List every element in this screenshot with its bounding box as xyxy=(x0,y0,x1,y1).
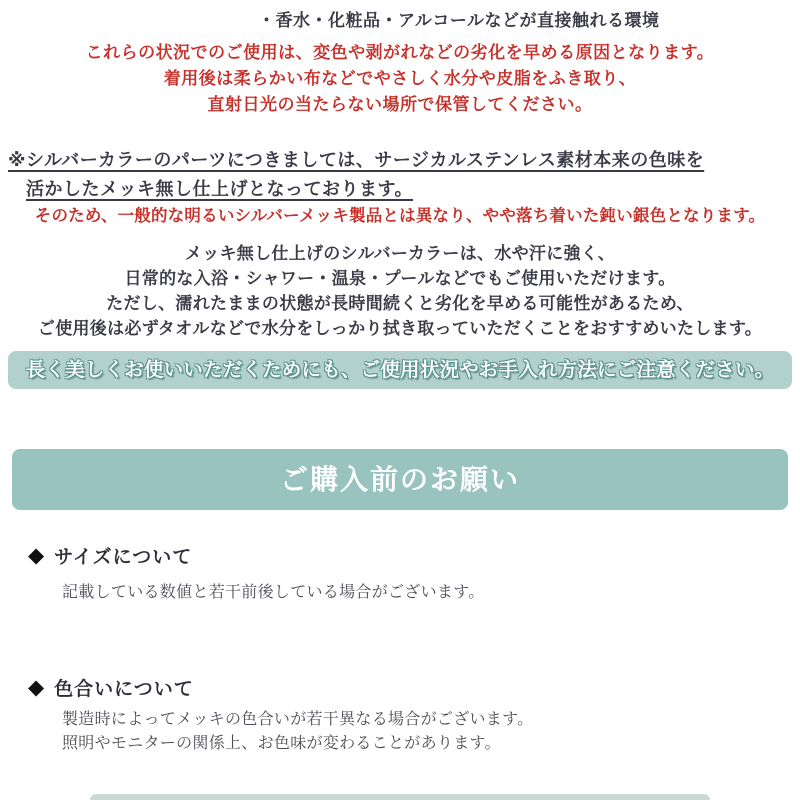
size-section-body xyxy=(62,581,485,605)
care-highlight-band: 長く美しくお使いいただくためにも、ご使用状況やお手入れ方法にご注意ください。 xyxy=(8,351,792,389)
silver-care-line-1: メッキ無し仕上げのシルバーカラーは、水や汗に強く、 xyxy=(184,244,616,263)
silver-care-line-4: ご使用後は必ずタオルなどで水分をしっかり拭き取っていただくことをおすすめいたします。 xyxy=(37,319,763,338)
silver-care-line-3: ただし、濡れたままの状態が長時間続くと劣化を早める可能性があるため、 xyxy=(106,294,694,313)
color-section-line-1: 製造時によってメッキの色合いが若干異なる場合がございます。 xyxy=(62,711,534,728)
purchase-notice-banner: ご購入前のお願い xyxy=(12,449,788,510)
environment-bullet-line: ・香水・化粧品・アルコールなどが直接触れる環境 xyxy=(258,11,660,30)
silver-color-note xyxy=(8,146,704,204)
color-section-heading xyxy=(28,674,194,701)
silver-care-paragraph xyxy=(0,241,800,341)
warning-text-block xyxy=(0,40,800,118)
warning-line-2: 着用後は柔らかい布などでやさしく水分や皮脂をふき取り、 xyxy=(163,69,637,88)
warning-line-1: これらの状況でのご使用は、変色や剥がれなどの劣化を早める原因となります。 xyxy=(85,43,715,62)
color-section-line-2: 照明やモニターの関係上、お色味が変わることがあります。 xyxy=(62,735,501,752)
size-section-heading xyxy=(28,542,192,569)
diamond-bullet-icon: ◆ xyxy=(28,676,46,699)
silver-care-line-2: 日常的な入浴・シャワー・温泉・プールなどでもご使用いただけます。 xyxy=(124,269,676,288)
silver-note-red-line: そのため、一般的な明るいシルバーメッキ製品とは異なり、やや落ち着いた鈍い銀色となります。 xyxy=(34,207,766,225)
warning-line-3: 直射日光の当たらない場所で保管してください。 xyxy=(207,95,593,114)
silver-note-line-1: ※シルバーカラーのパーツにつきましては、サージカルステンレス素材本来の色味を xyxy=(8,150,705,170)
diamond-bullet-icon: ◆ xyxy=(28,544,46,567)
size-section-line-1: 記載している数値と若干前後している場合がございます。 xyxy=(62,584,485,601)
size-section-title: サイズについて xyxy=(54,547,193,568)
next-banner-top-edge xyxy=(90,794,710,800)
color-section-body xyxy=(62,708,533,756)
color-section-title: 色合いについて xyxy=(54,679,194,700)
silver-note-line-2: 活かしたメッキ無し仕上げとなっております。 xyxy=(26,179,414,199)
